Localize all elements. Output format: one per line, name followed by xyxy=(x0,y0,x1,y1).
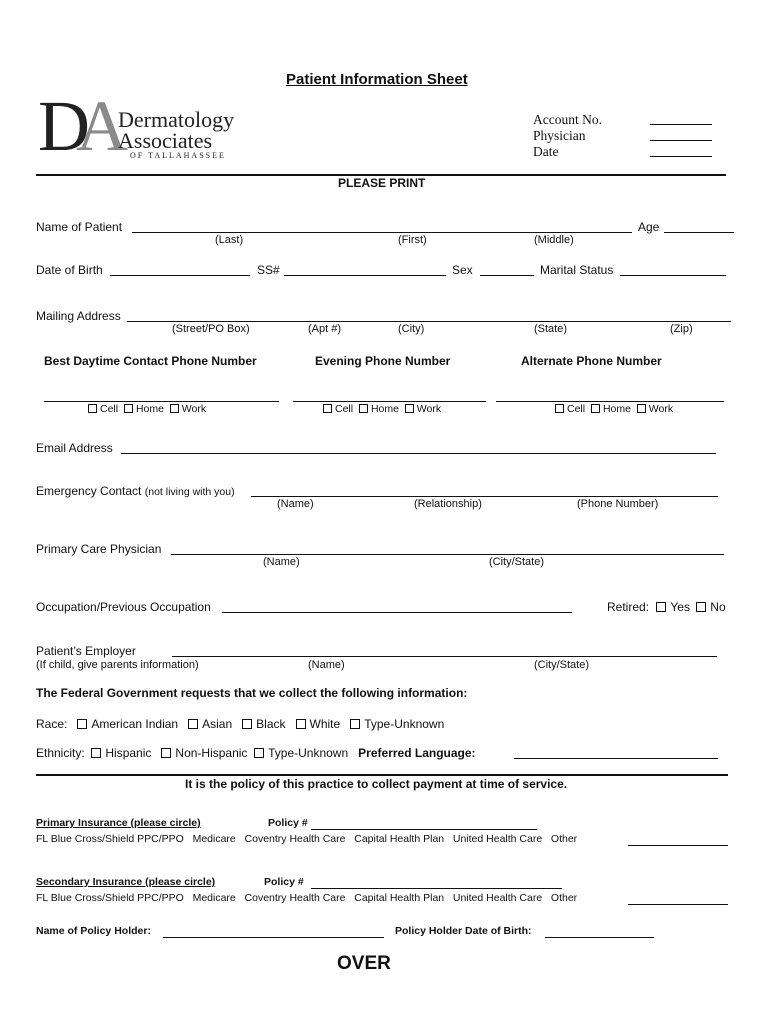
work-checkbox[interactable] xyxy=(637,404,646,413)
primary-policy-label: Policy # xyxy=(268,817,308,829)
emergency-field[interactable] xyxy=(251,496,718,497)
secondary-policy-field[interactable] xyxy=(311,888,562,889)
work-checkbox[interactable] xyxy=(170,404,179,413)
primary-carriers[interactable]: FL Blue Cross/Shield PPC/PPO Medicare Coventry Health Care Capital Health Plan United Health Care Other xyxy=(36,833,578,845)
date-field[interactable] xyxy=(650,156,712,157)
employer-city-caption: (City/State) xyxy=(534,659,590,671)
page-title: Patient Information Sheet xyxy=(286,71,468,88)
pcp-city-caption: (City/State) xyxy=(489,556,545,568)
retired-yes-checkbox[interactable] xyxy=(656,602,666,612)
race-black-checkbox[interactable] xyxy=(242,719,252,729)
evening-phone-type: Cell Home Work xyxy=(323,403,441,415)
logo-line-1: Dermatology xyxy=(118,107,235,132)
mailing-field[interactable] xyxy=(127,321,731,322)
apt-caption: (Apt #) xyxy=(308,323,342,335)
age-label: Age xyxy=(638,220,660,234)
patient-name-field[interactable] xyxy=(132,232,632,233)
first-caption: (First) xyxy=(398,234,427,246)
ethnicity-unknown-checkbox[interactable] xyxy=(254,748,264,758)
home-checkbox[interactable] xyxy=(359,404,368,413)
secondary-carriers[interactable]: FL Blue Cross/Shield PPC/PPO Medicare Coventry Health Care Capital Health Plan United Health Care Other xyxy=(36,892,578,904)
date-label: Date xyxy=(533,144,559,159)
state-caption: (State) xyxy=(534,323,568,335)
race-row: Race: American Indian Asian Black White Type-Unknown xyxy=(36,717,445,731)
ethnicity-non-hispanic-checkbox[interactable] xyxy=(161,748,171,758)
please-print: PLEASE PRINT xyxy=(338,176,426,190)
emergency-phone-caption: (Phone Number) xyxy=(577,498,659,510)
employer-note: (If child, give parents information) xyxy=(36,659,199,671)
race-american-indian-checkbox[interactable] xyxy=(77,719,87,729)
physician-label: Physician xyxy=(533,128,586,143)
primary-policy-field[interactable] xyxy=(311,829,537,830)
emergency-name-caption: (Name) xyxy=(277,498,314,510)
account-field[interactable] xyxy=(650,124,712,125)
race-asian-checkbox[interactable] xyxy=(188,719,198,729)
ss-field[interactable] xyxy=(284,275,446,276)
home-checkbox[interactable] xyxy=(591,404,600,413)
emergency-relationship-caption: (Relationship) xyxy=(414,498,482,510)
marital-field[interactable] xyxy=(620,275,726,276)
daytime-phone-field[interactable] xyxy=(44,401,279,402)
alternate-phone-type: Cell Home Work xyxy=(555,403,673,415)
federal-heading: The Federal Government requests that we collect the following information: xyxy=(36,686,468,700)
work-checkbox[interactable] xyxy=(405,404,414,413)
patient-name-label: Name of Patient xyxy=(36,220,123,234)
account-label: Account No. xyxy=(533,112,602,127)
zip-caption: (Zip) xyxy=(670,323,693,335)
middle-caption: (Middle) xyxy=(534,234,574,246)
marital-label: Marital Status xyxy=(540,263,614,277)
evening-phone-field[interactable] xyxy=(293,401,486,402)
employer-field[interactable] xyxy=(172,656,717,657)
employer-label: Patient’s Employer xyxy=(36,644,136,658)
street-caption: (Street/PO Box) xyxy=(172,323,250,335)
language-field[interactable] xyxy=(514,758,718,759)
logo xyxy=(38,86,248,166)
pcp-name-caption: (Name) xyxy=(263,556,300,568)
retired-no-checkbox[interactable] xyxy=(696,602,706,612)
policy-notice: It is the policy of this practice to collect payment at time of service. xyxy=(185,777,568,791)
secondary-insurance-label: Secondary Insurance (please circle) xyxy=(36,876,216,888)
primary-other-field[interactable] xyxy=(628,845,728,846)
pcp-field[interactable] xyxy=(171,554,724,555)
evening-phone-label: Evening Phone Number xyxy=(315,354,451,368)
alternate-phone-label: Alternate Phone Number xyxy=(521,354,662,368)
email-field[interactable] xyxy=(121,453,716,454)
policy-holder-label: Name of Policy Holder: xyxy=(36,925,151,937)
employer-name-caption: (Name) xyxy=(308,659,345,671)
occupation-label: Occupation/Previous Occupation xyxy=(36,600,211,614)
daytime-phone-label: Best Daytime Contact Phone Number xyxy=(44,354,257,368)
sex-field[interactable] xyxy=(480,275,534,276)
cell-checkbox[interactable] xyxy=(88,404,97,413)
ss-label: SS# xyxy=(257,263,280,277)
policy-holder-dob-label: Policy Holder Date of Birth: xyxy=(395,925,532,937)
retired-group: Retired: Yes No xyxy=(607,600,726,614)
city-caption: (City) xyxy=(398,323,425,335)
sex-label: Sex xyxy=(452,263,473,277)
physician-field[interactable] xyxy=(650,140,712,141)
ethnicity-row: Ethnicity: Hispanic Non-Hispanic Type-Unknown Preferred Language: xyxy=(36,746,476,760)
ethnicity-hispanic-checkbox[interactable] xyxy=(91,748,101,758)
cell-checkbox[interactable] xyxy=(323,404,332,413)
home-checkbox[interactable] xyxy=(124,404,133,413)
race-white-checkbox[interactable] xyxy=(296,719,306,729)
secondary-policy-label: Policy # xyxy=(264,876,304,888)
daytime-phone-type: Cell Home Work xyxy=(88,403,206,415)
race-unknown-checkbox[interactable] xyxy=(350,719,360,729)
cell-checkbox[interactable] xyxy=(555,404,564,413)
policy-holder-dob-field[interactable] xyxy=(545,937,654,938)
mailing-label: Mailing Address xyxy=(36,309,121,323)
last-caption: (Last) xyxy=(215,234,244,246)
logo-line-2: Associates xyxy=(118,128,213,153)
occupation-field[interactable] xyxy=(222,612,572,613)
emergency-label: Emergency Contact (not living with you) xyxy=(36,484,235,498)
over-label: OVER xyxy=(337,953,391,974)
dob-field[interactable] xyxy=(110,275,250,276)
secondary-other-field[interactable] xyxy=(628,904,728,905)
dob-label: Date of Birth xyxy=(36,263,103,277)
alternate-phone-field[interactable] xyxy=(496,401,724,402)
pcp-label: Primary Care Physician xyxy=(36,542,162,556)
policy-divider xyxy=(36,774,728,776)
email-label: Email Address xyxy=(36,441,113,455)
age-field[interactable] xyxy=(664,232,734,233)
logo-mark: DA xyxy=(38,86,114,166)
policy-holder-field[interactable] xyxy=(163,937,384,938)
logo-line-3: OF TALLAHASSEE xyxy=(130,151,226,160)
primary-insurance-label: Primary Insurance (please circle) xyxy=(36,817,201,829)
